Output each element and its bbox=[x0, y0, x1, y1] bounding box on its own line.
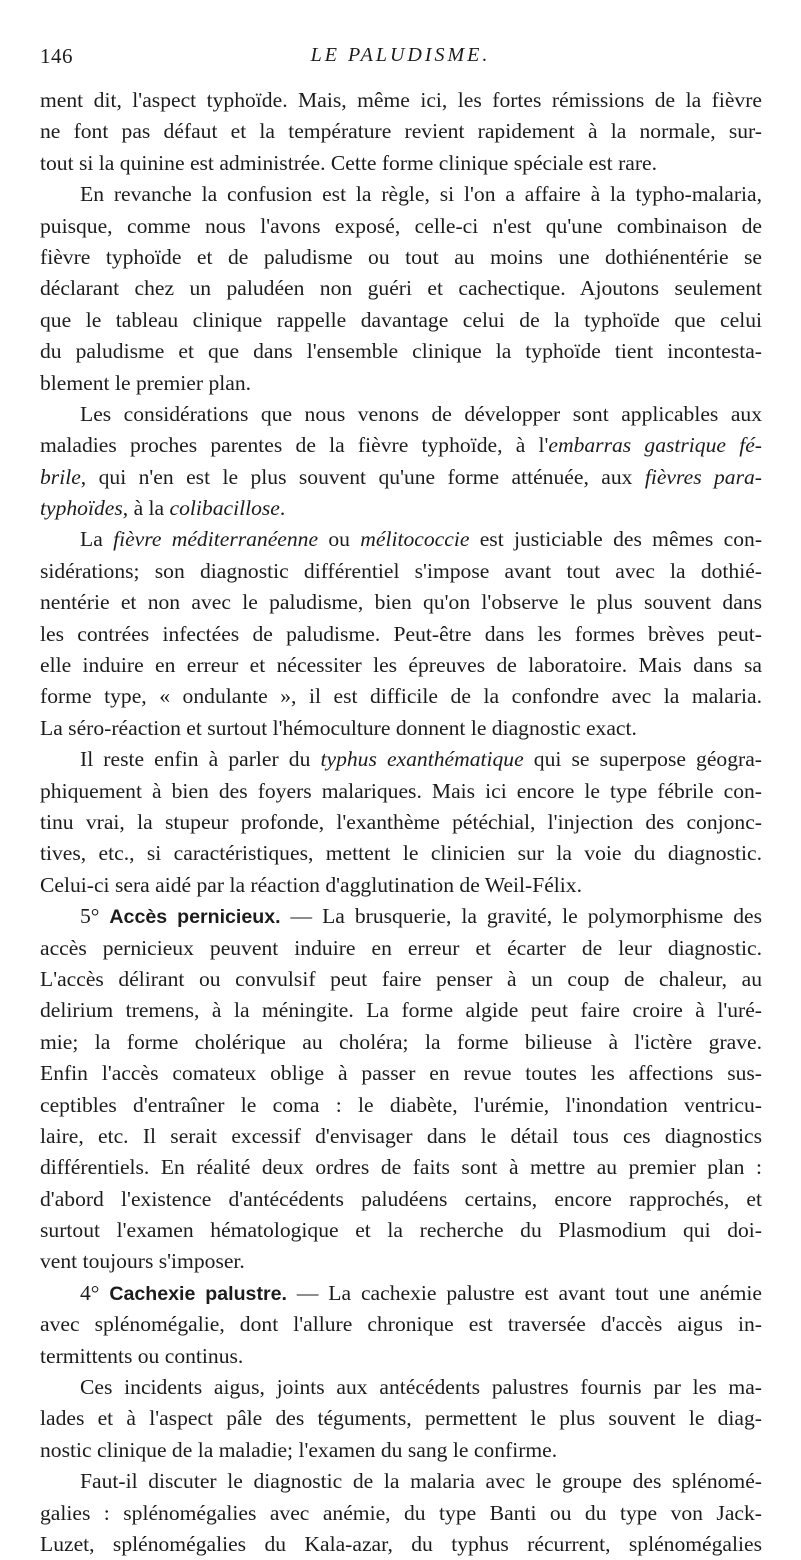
italic-term: fièvre méditerranéenne bbox=[113, 527, 319, 552]
running-title: LE PALUDISME. bbox=[310, 44, 491, 66]
text-line bbox=[40, 399, 762, 430]
text-segment: Faut-il discuter le diagnostic de la malaria avec le groupe des splénomé- bbox=[80, 1469, 762, 1494]
text-line bbox=[40, 1309, 762, 1340]
text-segment: — La cachexie palustre est avant tout une anémie bbox=[286, 1280, 762, 1305]
text-segment: La séro-réaction et surtout l'hémoculture donnent le diagnostic exact. bbox=[40, 715, 637, 740]
text-segment: ment dit, l'aspect typhoïde. Mais, même ici, les fortes rémissions de la fièvre bbox=[40, 88, 762, 112]
section-heading: Accès pernicieux. bbox=[109, 906, 281, 929]
text-line bbox=[40, 85, 762, 116]
text-line bbox=[40, 1403, 762, 1434]
text-line bbox=[40, 807, 762, 838]
text-segment: galies : splénomégalies avec anémie, du type Banti ou du type von Jack- bbox=[40, 1500, 762, 1525]
text-line bbox=[40, 1152, 762, 1183]
text-segment: L'accès délirant ou convulsif peut faire penser à un coup de chaleur, au bbox=[40, 966, 762, 991]
text-line bbox=[40, 1278, 762, 1309]
text-line bbox=[40, 1341, 762, 1372]
text-line bbox=[40, 1215, 762, 1246]
text-line bbox=[40, 1121, 762, 1152]
text-segment: est justiciable des mêmes con- bbox=[469, 527, 762, 552]
text-line bbox=[40, 1372, 762, 1403]
text-segment: La bbox=[80, 527, 114, 552]
text-segment: accès pernicieux peuvent induire en erreur et écarter de leur diagnostic. bbox=[40, 935, 762, 960]
text-line bbox=[40, 1058, 762, 1089]
text-line bbox=[40, 336, 762, 367]
text-segment: Les considérations que nous venons de développer sont applicables aux bbox=[80, 401, 762, 426]
text-line bbox=[40, 587, 762, 618]
text-segment: Celui-ci sera aidé par la réaction d'agglutination de Weil-Félix. bbox=[40, 872, 583, 897]
italic-term: typhoïdes bbox=[40, 496, 123, 521]
text-line bbox=[40, 368, 762, 399]
text-segment: d'abord l'existence d'antécédents paludéens certains, encore rapprochés, et bbox=[40, 1186, 762, 1211]
text-line bbox=[40, 964, 762, 995]
text-segment: En revanche la confusion est la règle, si l'on a affaire à la typho-malaria, bbox=[80, 182, 762, 207]
text-line bbox=[40, 776, 762, 807]
text-line bbox=[40, 1090, 762, 1121]
text-segment: , qui n'en est le plus souvent qu'une forme atténuée, aux bbox=[80, 464, 645, 489]
section-heading: Cachexie palustre. bbox=[109, 1282, 287, 1305]
text-segment: déclarant chez un paludéen non guéri et cachectique. Ajoutons seulement bbox=[40, 276, 762, 301]
page-header bbox=[40, 44, 761, 72]
text-line bbox=[40, 493, 762, 524]
text-segment: ceptibles d'entraîner le coma : le diabète, l'urémie, l'inondation ventricu- bbox=[40, 1092, 762, 1117]
text-line bbox=[40, 650, 762, 681]
text-line bbox=[40, 556, 762, 587]
text-segment: avec splénomégalie, dont l'allure chronique est traversée d'accès aigus in- bbox=[40, 1312, 762, 1337]
text-segment: mie; la forme cholérique au choléra; la forme bilieuse à l'ictère grave. bbox=[40, 1029, 762, 1054]
text-segment: lades et à l'aspect pâle des téguments, permettent le plus souvent le diag- bbox=[40, 1406, 762, 1431]
text-segment: puisque, comme nous l'avons exposé, celle-ci n'est qu'une combinaison de bbox=[40, 213, 762, 238]
text-segment: maladies proches parentes de la fièvre typhoïde, à l' bbox=[40, 433, 549, 458]
text-line bbox=[40, 148, 762, 179]
text-segment: les contrées infectées de paludisme. Peut-être dans les formes brèves peut- bbox=[40, 621, 762, 646]
text-segment: 5° bbox=[80, 904, 110, 929]
text-line bbox=[40, 462, 762, 493]
text-segment: laire, etc. Il serait excessif d'envisager dans le détail tous ces diagnostics bbox=[40, 1123, 762, 1148]
text-line bbox=[40, 1027, 762, 1058]
text-line bbox=[40, 744, 762, 775]
italic-term: brile bbox=[40, 464, 81, 489]
text-segment: du paludisme et que dans l'ensemble clinique la typhoïde tient incontesta- bbox=[40, 339, 762, 364]
text-segment: qui se superpose géogra- bbox=[523, 747, 762, 772]
text-line bbox=[40, 1529, 762, 1560]
text-line bbox=[40, 1466, 762, 1497]
italic-term: fièvres para- bbox=[644, 464, 762, 489]
italic-term: embarras gastrique fé- bbox=[548, 433, 762, 458]
text-line bbox=[40, 1184, 762, 1215]
text-line bbox=[40, 838, 762, 869]
text-segment: nentérie et non avec le paludisme, bien qu'on l'observe le plus souvent dans bbox=[40, 590, 762, 615]
page-number: 146 bbox=[40, 44, 73, 68]
text-segment: fièvre typhoïde et de paludisme ou tout au moins une dothiénentérie se bbox=[40, 244, 762, 269]
text-line bbox=[40, 242, 762, 273]
text-segment: ne font pas défaut et la température revient rapidement à la normale, sur- bbox=[40, 119, 762, 144]
text-line bbox=[40, 273, 762, 304]
text-segment: que le tableau clinique rappelle davantage celui de la typhoïde que celui bbox=[40, 307, 762, 332]
text-segment: Luzet, splénomégalies du Kala-azar, du typhus récurrent, splénomégalies bbox=[40, 1531, 762, 1556]
text-line bbox=[40, 619, 762, 650]
text-segment: Il reste enfin à parler du bbox=[80, 747, 321, 772]
text-line bbox=[40, 1246, 762, 1277]
text-line bbox=[40, 713, 762, 744]
italic-term: colibacillose bbox=[169, 496, 280, 521]
text-segment: surtout l'examen hématologique et la recherche du Plasmodium qui doi- bbox=[40, 1218, 762, 1243]
text-line bbox=[40, 1498, 762, 1529]
text-segment: sidérations; son diagnostic différentiel s'impose avant tout avec la dothié- bbox=[40, 558, 762, 583]
text-line bbox=[40, 116, 762, 147]
text-line bbox=[40, 211, 762, 242]
text-segment: nostic clinique de la maladie; l'examen du sang le confirme. bbox=[40, 1437, 558, 1462]
text-segment: ou bbox=[318, 527, 361, 552]
text-line bbox=[40, 305, 762, 336]
text-segment: phiquement à bien des foyers malariques. Mais ici encore le type fébrile con- bbox=[40, 778, 762, 803]
text-line bbox=[40, 870, 762, 901]
text-line bbox=[40, 681, 762, 712]
text-segment: Ces incidents aigus, joints aux antécédents palustres fournis par les ma- bbox=[80, 1375, 762, 1400]
text-line bbox=[40, 933, 762, 964]
text-segment: forme type, « ondulante », il est difficile de la confondre avec la malaria. bbox=[40, 684, 762, 709]
text-segment: elle induire en erreur et nécessiter les épreuves de laboratoire. Mais dans sa bbox=[40, 653, 762, 678]
text-segment: différentiels. En réalité deux ordres de faits sont à mettre au premier plan : bbox=[40, 1155, 762, 1180]
text-segment: tout si la quinine est administrée. Cette forme clinique spéciale est rare. bbox=[40, 150, 658, 175]
text-segment: 4° bbox=[80, 1280, 110, 1305]
text-segment: delirium tremens, à la méningite. La forme algide peut faire croire à l'uré- bbox=[40, 998, 762, 1023]
text-segment: vent toujours s'imposer. bbox=[40, 1249, 245, 1274]
text-segment: Enfin l'accès comateux oblige à passer en revue toutes les affections sus- bbox=[40, 1061, 762, 1086]
text-line bbox=[40, 179, 762, 210]
text-line bbox=[40, 901, 762, 932]
text-line bbox=[40, 524, 762, 555]
text-segment: , à la bbox=[122, 496, 170, 521]
text-segment: termittents ou continus. bbox=[40, 1343, 244, 1368]
italic-term: mélitococcie bbox=[360, 527, 470, 552]
text-line bbox=[40, 995, 762, 1026]
text-line bbox=[40, 430, 762, 461]
text-segment: blement le premier plan. bbox=[40, 370, 252, 395]
text-line bbox=[40, 1435, 762, 1466]
text-segment: tinu vrai, la stupeur profonde, l'exanthème pétéchial, l'injection des conjonc- bbox=[40, 809, 762, 834]
body-text bbox=[40, 85, 762, 1560]
text-segment: tives, etc., si caractéristiques, mettent le clinicien sur la voie du diagnostic. bbox=[40, 841, 762, 866]
italic-term: typhus exanthématique bbox=[320, 747, 524, 772]
text-segment: — La brusquerie, la gravité, le polymorphisme des bbox=[280, 904, 762, 929]
text-segment: . bbox=[279, 496, 286, 521]
